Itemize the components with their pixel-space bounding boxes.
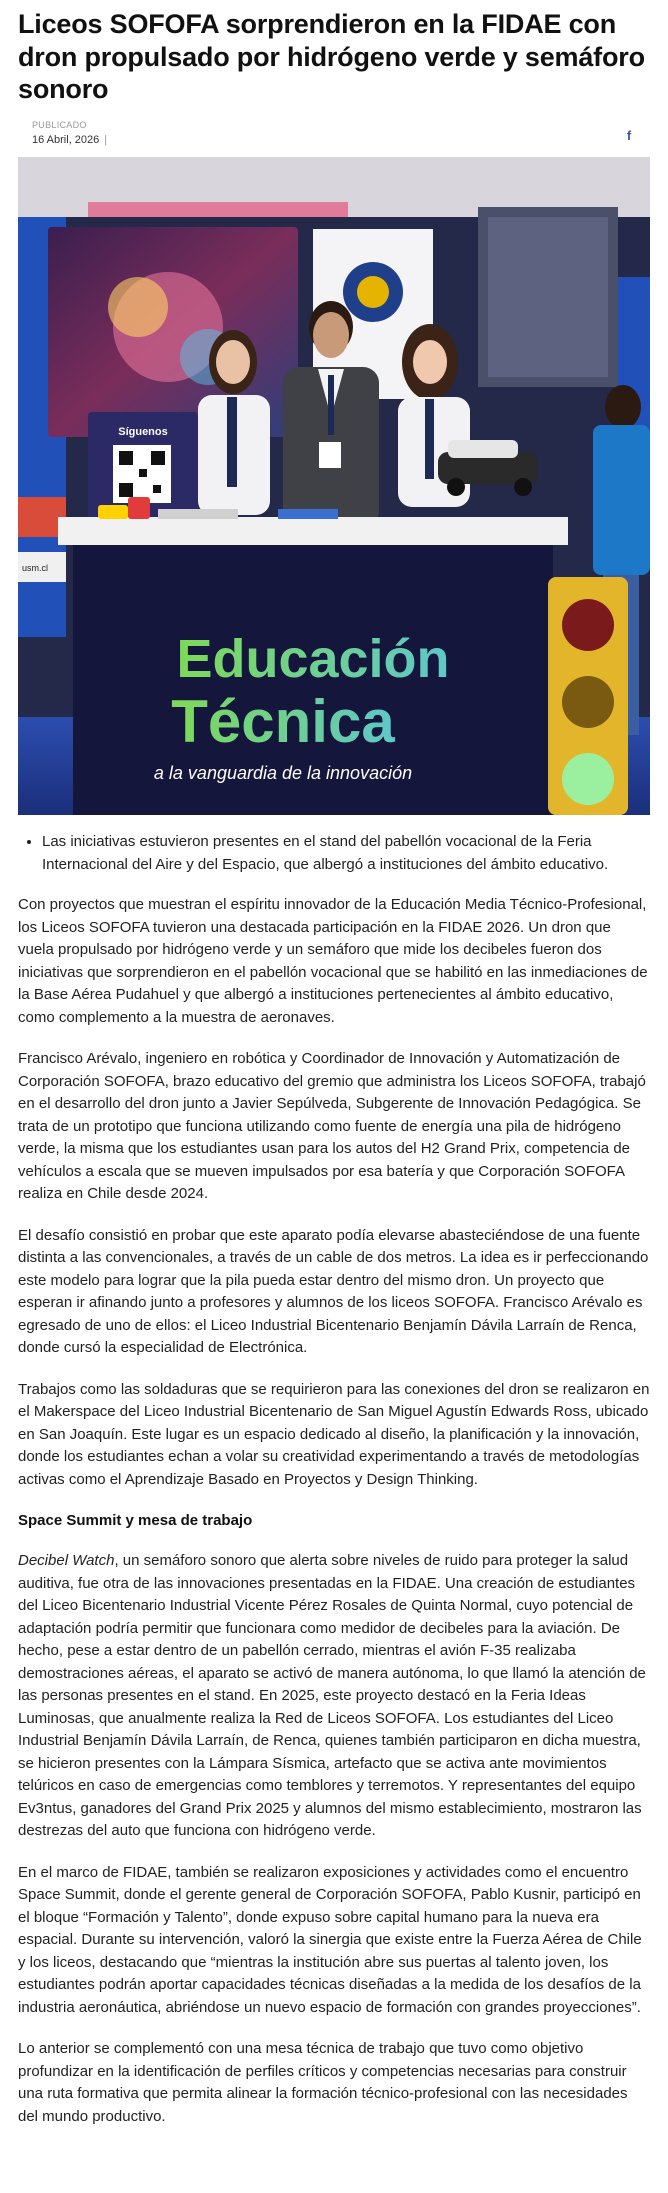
banner-tagline: a la vanguardia de la innovación [153,763,413,783]
side-banner-text: usm.cl [22,563,49,573]
banner-line1: Educación [176,629,450,689]
hero-illustration [18,157,650,815]
paragraph-5-emphasis: Decibel Watch [18,1552,115,1569]
caption-list [18,831,650,876]
caption-text: • Las iniciativas estuvieron presentes en el stand del pabellón vocacional de la Feria Internacional del Aire y del Espacio, que albergó a instituciones del ámbito educativo. [42,831,650,876]
publish-date [32,134,107,146]
paragraph-6: En el marco de FIDAE, también se realizaron exposiciones y actividades como el encuentro Space Summit, donde el gerente general de Corporación SOFOFA, Pablo Kusnir, participó en el bloque “Formación y Talento”, donde expuso sobre capital humano para la nueva era espacial. Durante su intervención, valoró la sinergia que existe entre la Fuerza Aérea de Chile y los liceos, destacando que “mientras la institución abre sus puertas al talento joven, los estudiantes podrán aportar capacidades técnicas diseñadas a la medida de los desafíos de la industria aeronáutica, abriéndose un nuevo espacio de formación con grandes proyecciones”. [18,1863,642,2016]
paragraph-7: Lo anterior se complementó con una mesa técnica de trabajo que tuvo como objetivo profundizar en la identificación de perfiles críticos y competencias necesarias para construir una ruta formativa que permita alinear la formación técnico-profesional con las necesidades del mundo productivo. [18,2040,628,2125]
paragraph-2: Francisco Arévalo, ingeniero en robótica y Coordinador de Innovación y Automatización de Corporación SOFOFA, brazo educativo del gremio que administra los Liceos SOFOFA, trabajó en el desarrollo del dron junto a Javier Sepúlveda, Subgerente de Innovación Pedagógica. Se trata de un prototipo que funciona utilizando como fuente de energía una pila de hidrógeno verde, la misma que los estudiantes usan para los autos del H2 Grand Prix, competencia de vehículos a escala que se mueven impulsados por esa batería y que Corporación SOFOFA realiza en Chile desde 2024. [18,1050,646,1202]
paragraph-1: Con proyectos que muestran el espíritu innovador de la Educación Media Técnico-Profesional, los Liceos SOFOFA tuvieron una destacada participación en la FIDAE 2026. Un dron que vuela propulsado por hidrógeno verde y un semáforo que mide los decibeles fueron dos iniciativas que sorprendieron en el pabellón vocacional que se habilitó en las inmediaciones de la Base Aérea Pudahuel y que albergó a instituciones pertenecientes al ámbito educativo, como complemento a la muestra de aeronaves. [18,896,648,1026]
article-title: Liceos SOFOFA sorprendieron en la FIDAE con dron propulsado por hidrógeno verde y semáforo sonoro [18,9,645,104]
paragraph-5-text: , un semáforo sonoro que alerta sobre niveles de ruido para proteger la salud auditiva, fue otra de las innovaciones presentadas en la FIDAE. Una creación de estudiantes del Liceo Bicentenario Industrial Vicente Pérez Rosales de Quinta Normal, cuyo potencial de adaptación podría permitir que funcionara como medidor de decibeles para la aviación. De hecho, pese a estar dentro de un pabellón cerrado, mientras el avión F-35 realizaba demostraciones aéreas, el aparato se activó de manera autónoma, lo que llamó la atención de las personas presentes en el stand. En 2025, este proyecto destacó en la Feria Ideas Luminosas, que anualmente realiza la Red de Liceos SOFOFA. Los estudiantes del Liceo Industrial Benjamín Dávila Larraín, de Renca, quienes también participaron en dicha muestra, se hicieron presentes con la Lámpara Sísmica, artefacto que se activa ante movimientos telúricos en caso de emergencias como temblores y terremotos. Y representantes del equipo Ev3ntus, ganadores del Grand Prix 2025 y alumnos del mismo establecimiento, mostraron las destrezas del auto que funciona con hidrógeno verde. [18,1552,646,1839]
hero-image [18,157,650,815]
publish-date-text: 16 Abril, 2026 [32,133,100,146]
paragraph-4: Trabajos como las soldaduras que se requirieron para las conexiones del dron se realizaron en el Makerspace del Liceo Industrial Bicentenario de San Miguel Agustín Edwards Ross, ubicado en San Joaquín. Este lugar es un espacio dedicado al diseño, la planificación y la innovación, donde los estudiantes echan a volar su creatividad experimentando a través de metodologías activas como el Aprendizaje Basado en Proyectos y Design Thinking. [18,1380,650,1488]
article [18,0,650,2125]
paragraph-5 [18,1550,650,1843]
section-heading: Space Summit y mesa de trabajo [18,1512,253,1529]
qr-label: Síguenos [118,426,168,438]
banner-line2: Técnica [171,688,395,755]
facebook-icon[interactable]: f [626,127,632,143]
published-label: PUBLICADO [32,119,87,130]
image-caption [18,831,650,876]
article-body [18,894,650,2147]
paragraph-3: El desafío consistió en probar que este aparato podía elevarse abasteciéndose de una fuente distinta a las convencionales, a través de un cable de dos metros. La idea es ir perfeccionando este modelo para lograr que la pila pueda estar dentro del mismo dron. Un proyecto que esperan ir afinando junto a profesores y alumnos de los liceos SOFOFA. Francisco Arévalo es egresado de uno de ellos: el Liceo Industrial Bicentenario Benjamín Dávila Larraín de Renca, donde cursó la especialidad de Electrónica. [18,1226,649,1356]
meta-separator: | [104,133,108,146]
